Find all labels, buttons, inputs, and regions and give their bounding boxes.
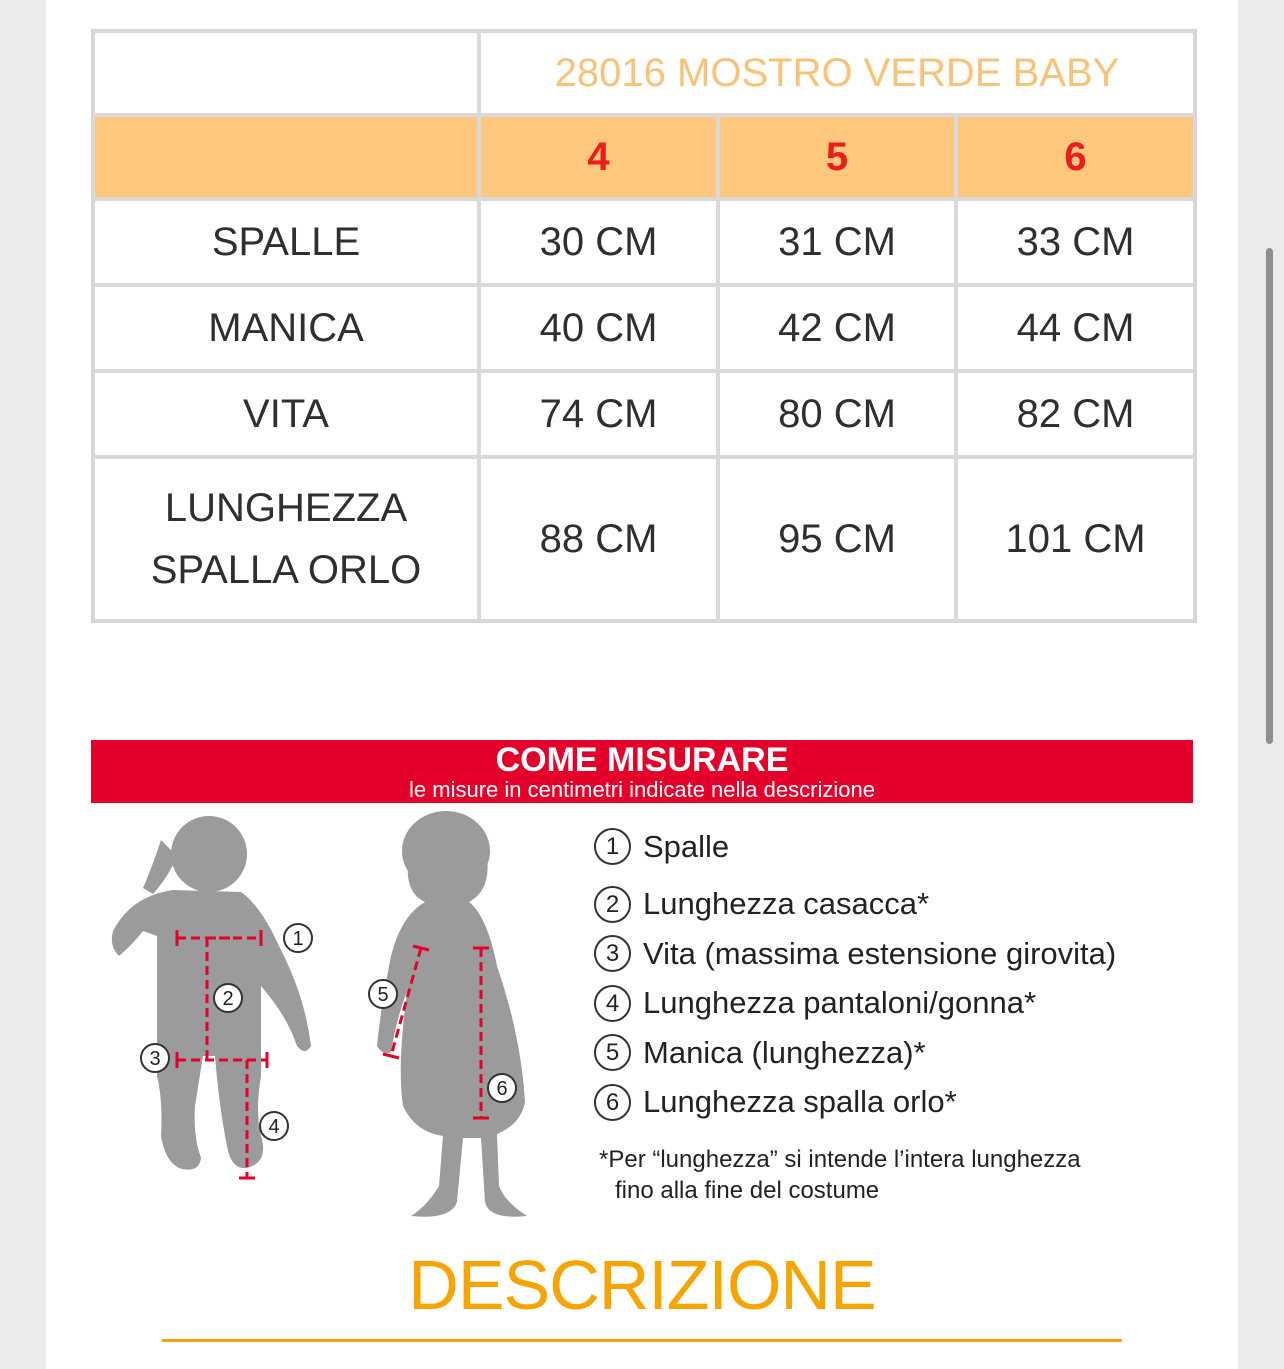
section-heading: DESCRIZIONE	[408, 1246, 876, 1324]
table-row	[93, 457, 1195, 621]
size-header: 4	[479, 115, 718, 199]
row-value: 95 CM	[718, 457, 956, 621]
row-value: 101 CM	[956, 457, 1195, 621]
size-header: 5	[718, 115, 956, 199]
row-label: SPALLE	[93, 199, 479, 285]
row-value: 42 CM	[718, 285, 956, 371]
table-row	[93, 199, 1195, 285]
size-header: 6	[956, 115, 1195, 199]
row-value: 31 CM	[718, 199, 956, 285]
table-row	[93, 371, 1195, 457]
legend-number: 3	[594, 935, 631, 972]
row-value: 44 CM	[956, 285, 1195, 371]
legend-label: Vita (massima estensione girovita)	[643, 935, 1117, 971]
legend-label: Lunghezza casacca*	[643, 886, 930, 922]
marker-2: 2	[222, 988, 234, 1010]
table-row	[93, 285, 1195, 371]
empty-cell	[93, 31, 479, 115]
legend-item	[594, 929, 1194, 979]
marker-1: 1	[292, 928, 304, 950]
legend-item	[594, 979, 1194, 1029]
row-value: 30 CM	[479, 199, 718, 285]
table-title-row	[93, 31, 1195, 115]
legend-number: 4	[594, 985, 631, 1022]
marker-6: 6	[496, 1078, 508, 1100]
size-table	[91, 29, 1197, 623]
banner-title: COME MISURARE	[495, 741, 789, 779]
row-value: 88 CM	[479, 457, 718, 621]
legend-number: 6	[594, 1084, 631, 1121]
size-header-row	[93, 115, 1195, 199]
banner-subtitle: le misure in centimetri indicate nella descrizione	[409, 777, 875, 802]
note-line: fino alla fine del costume	[615, 1177, 880, 1204]
legend-number: 2	[594, 886, 631, 923]
legend-label: Manica (lunghezza)*	[643, 1034, 926, 1070]
marker-3: 3	[149, 1048, 161, 1070]
row-label	[93, 457, 479, 621]
legend-item	[594, 1078, 1194, 1128]
measurement-figures-illustration	[91, 806, 551, 1226]
how-to-measure	[91, 740, 1193, 1240]
legend-label: Spalle	[643, 828, 730, 864]
legend-number: 5	[594, 1034, 631, 1071]
legend-label: Lunghezza pantaloni/gonna*	[643, 985, 1037, 1021]
legend-item	[594, 880, 1194, 930]
row-value: 80 CM	[718, 371, 956, 457]
legend-item	[594, 822, 1194, 872]
marker-5: 5	[377, 984, 389, 1006]
note-line: *Per “lunghezza” si intende l’intera lunghezza	[599, 1146, 1081, 1173]
row-value: 74 CM	[479, 371, 718, 457]
row-value: 82 CM	[956, 371, 1195, 457]
empty-header-cell	[93, 115, 479, 199]
row-value: 40 CM	[479, 285, 718, 371]
product-title: 28016 MOSTRO VERDE BABY	[479, 31, 1195, 115]
row-label-line: SPALLA ORLO	[150, 548, 422, 592]
row-value: 33 CM	[956, 199, 1195, 285]
row-label-line: LUNGHEZZA	[164, 486, 408, 530]
child-back-figure-icon	[377, 811, 527, 1217]
row-label: VITA	[93, 371, 479, 457]
legend-label: Lunghezza spalla orlo*	[643, 1084, 957, 1120]
heading-divider	[162, 1339, 1122, 1342]
row-label: MANICA	[93, 285, 479, 371]
marker-4: 4	[268, 1116, 280, 1138]
measure-legend	[594, 822, 1194, 1127]
measure-banner	[91, 740, 1193, 803]
legend-number: 1	[594, 828, 631, 865]
scrollbar[interactable]	[1266, 248, 1273, 744]
length-note	[599, 1144, 1199, 1206]
legend-item	[594, 1028, 1194, 1078]
